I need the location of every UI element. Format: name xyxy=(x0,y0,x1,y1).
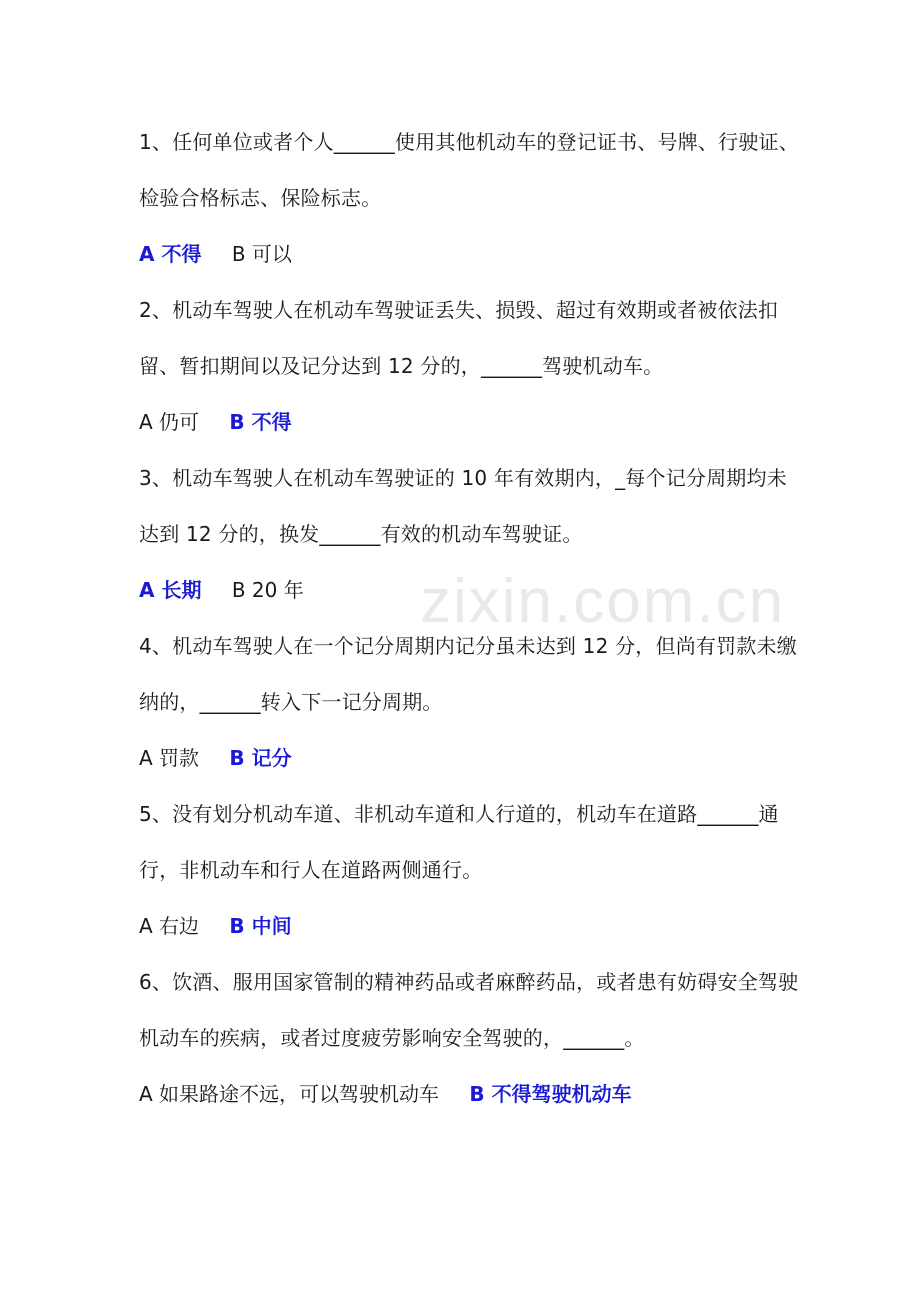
question-text: 4、机动车驾驶人在一个记分周期内记分虽未达到 12 分，但尚有罚款未缴纳的，______转入下一记分周期。 xyxy=(139,634,797,714)
option-a: A 如果路途不远，可以驾驶机动车 xyxy=(139,1082,440,1106)
watermark: zixin.com.cn xyxy=(420,567,786,636)
answer-options xyxy=(139,1066,799,1122)
answer-options xyxy=(139,226,799,282)
answer-options xyxy=(139,730,799,786)
option-b: B 记分 xyxy=(229,746,292,770)
option-b: B 可以 xyxy=(231,242,292,266)
question-text: 3、机动车驾驶人在机动车驾驶证的 10 年有效期内，_每个记分周期均未达到 12 分的，换发______有效的机动车驾驶证。 xyxy=(139,466,787,546)
answer-options xyxy=(139,898,799,954)
question-list xyxy=(139,114,799,1122)
question-6 xyxy=(139,954,799,1122)
option-b: B 不得驾驶机动车 xyxy=(469,1082,632,1106)
question-text: 2、机动车驾驶人在机动车驾驶证丢失、损毁、超过有效期或者被依法扣留、暂扣期间以及记分达到 12 分的，______驾驶机动车。 xyxy=(139,298,779,378)
question-3 xyxy=(139,450,799,618)
option-a: A 不得 xyxy=(139,242,202,266)
option-a: A 仍可 xyxy=(139,410,200,434)
question-text: 6、饮酒、服用国家管制的精神药品或者麻醉药品，或者患有妨碍安全驾驶机动车的疾病，或者过度疲劳影响安全驾驶的，______。 xyxy=(139,970,799,1050)
question-5 xyxy=(139,786,799,954)
answer-options xyxy=(139,394,799,450)
option-a: A 右边 xyxy=(139,914,200,938)
question-text: 1、任何单位或者个人______使用其他机动车的登记证书、号牌、行驶证、检验合格标志、保险标志。 xyxy=(139,130,799,210)
question-2 xyxy=(139,282,799,450)
option-a: A 长期 xyxy=(139,578,202,602)
option-b: B 中间 xyxy=(229,914,292,938)
question-4 xyxy=(139,618,799,786)
option-b: B 不得 xyxy=(229,410,292,434)
option-a: A 罚款 xyxy=(139,746,200,770)
option-b: B 20 年 xyxy=(231,578,304,602)
question-1 xyxy=(139,114,799,282)
answer-options xyxy=(139,562,799,618)
question-text: 5、没有划分机动车道、非机动车道和人行道的，机动车在道路______通行，非机动车和行人在道路两侧通行。 xyxy=(139,802,779,882)
